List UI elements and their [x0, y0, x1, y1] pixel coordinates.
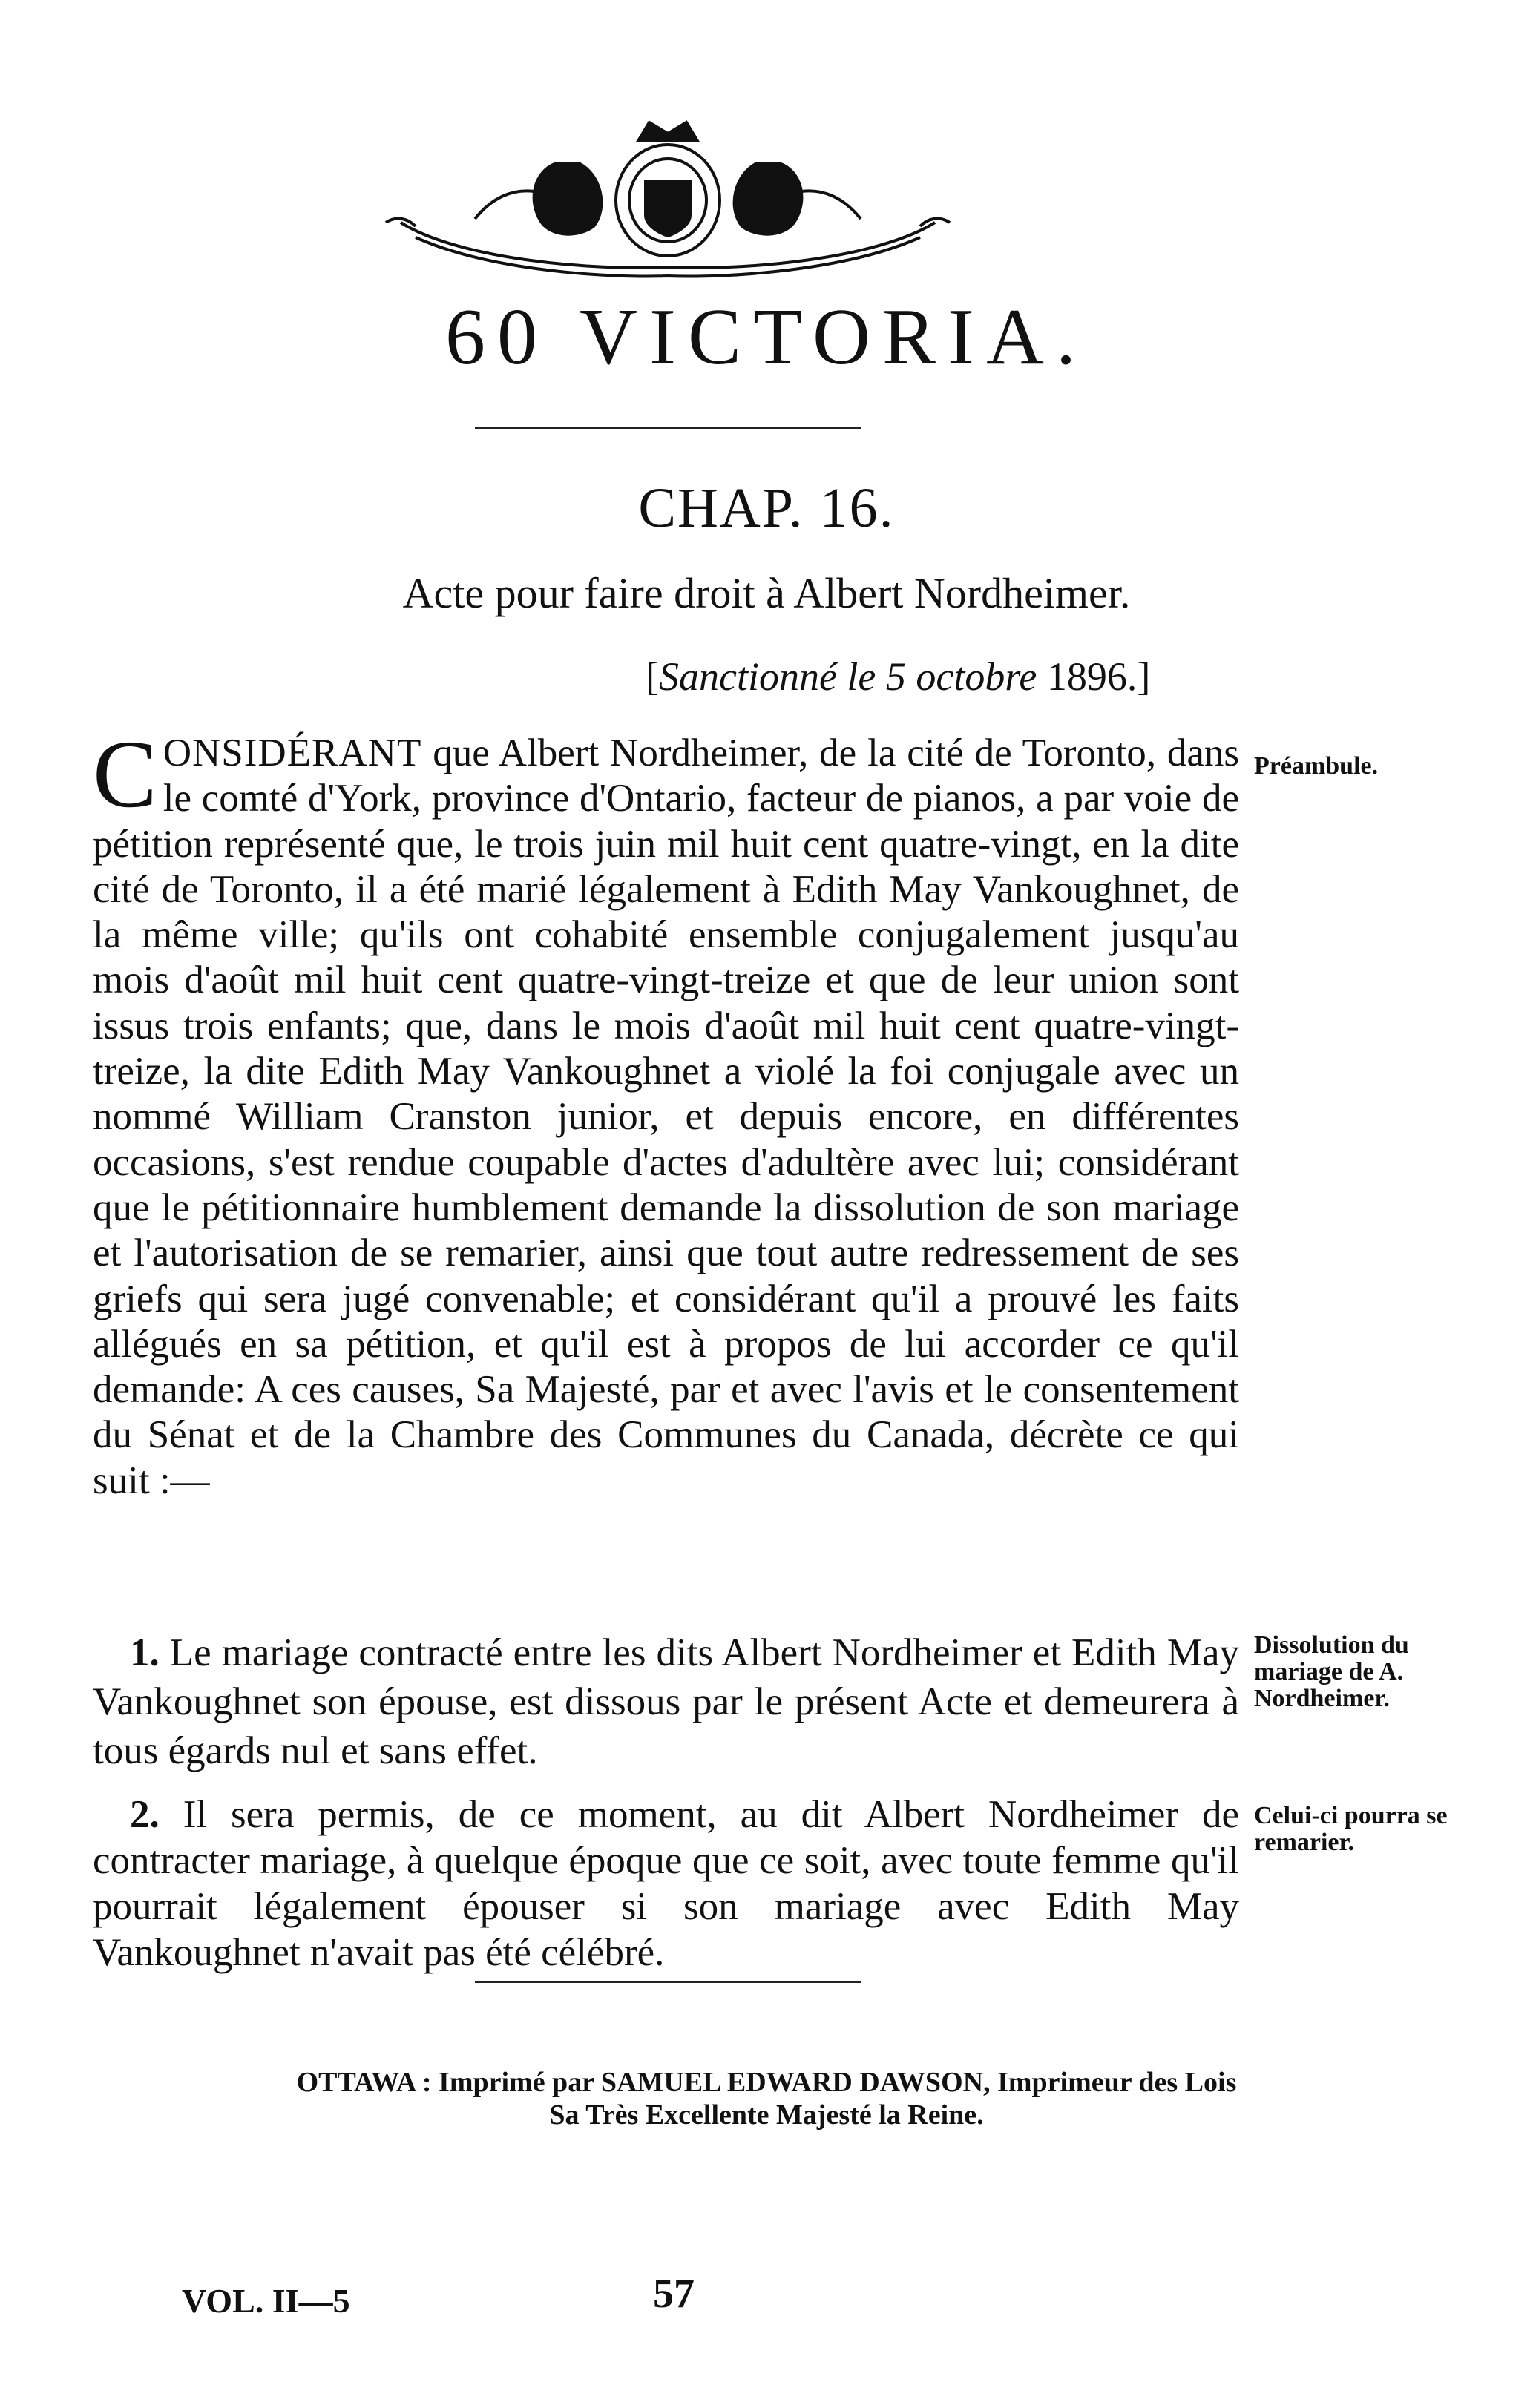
printer-imprint — [0, 2066, 1533, 2131]
section-1 — [93, 1628, 1239, 1775]
bottom-divider — [475, 1981, 861, 1983]
section-text: Le mariage contracté entre les dits Albert Nordheimer et Edith May Vankoughnet son épouse, est dissous par le présent Acte et demeurera à tous égards nul et sans effet. — [93, 1631, 1239, 1772]
royal-coat-of-arms-icon — [371, 111, 965, 282]
section-2 — [93, 1792, 1239, 1976]
marginal-note-section-2: Celui-ci pourra se remarier. — [1254, 1802, 1448, 1856]
marginal-note-section-1: Dissolution du mariage de A. Nordheimer. — [1254, 1631, 1409, 1712]
sanction-label: Sanctionné le 5 octobre — [658, 654, 1037, 699]
marginal-note-preamble: Préambule. — [1254, 752, 1379, 780]
section-number: 2. — [130, 1793, 160, 1836]
imprint-line-1: OTTAWA : Imprimé par SAMUEL EDWARD DAWSON, Imprimeur des Lois — [296, 2067, 1237, 2098]
drop-cap: C — [93, 721, 157, 828]
top-divider — [475, 427, 861, 429]
section-text: Il sera permis, de ce moment, au dit Albert Nordheimer de contracter mariage, à quelque époque que ce soit, avec toute femme qu'il pourrait légalement épouser si son mariage avec Edith May Vankoughnet n'avait pas été célébré. — [93, 1793, 1239, 1974]
preamble-lead-word: ONSIDÉRANT — [163, 731, 422, 774]
imprint-line-2: Sa Très Excellente Majesté la Reine. — [549, 2099, 984, 2131]
regnal-year-heading: 60 VICTORIA. — [444, 293, 1089, 381]
act-title: Acte pour faire droit à Albert Nordheimer. — [402, 569, 1131, 617]
page-number: 57 — [653, 2271, 695, 2317]
volume-signature: VOL. II—5 — [182, 2282, 350, 2320]
sanction-date: [Sanctionné le 5 octobre 1896.] — [646, 654, 1151, 699]
preamble-paragraph — [93, 721, 1239, 1504]
chapter-heading: CHAP. 16. — [638, 477, 895, 539]
section-number: 1. — [130, 1631, 160, 1674]
preamble-text: que Albert Nordheimer, de la cité de Toronto, dans le comté d'York, province d'Ontario, facteur de pianos, a par voie de pétition représenté que, le trois juin mil huit cent quatre-vingt, en la dite cité de Toronto, il a été marié légalement à Edith May Vankoughnet, de la même ville; qu'ils ont cohabité ensemble conjugalement jusqu'au mois d'août mil huit cent quatre-vingt-treize et que de leur union sont issus trois enfants; que, dans le mois d'août mil huit cent quatre-vingt-treize, la dite Edith May Vankoughnet a violé la foi conjugale avec un nommé William Cranston junior, et depuis encore, en différentes occasions, s'est rendue coupable d'actes d'adultère avec lui; considérant que le pétitionnaire humblement demande la dissolution de son mariage et l'autorisation de se remarier, ainsi que tout autre redressement de ses griefs qui sera jugé convenable; et considérant qu'il a prouvé les faits allégués en sa pétition, et qu'il est à propos de lui accorder ce qu'il demande: A ces causes, Sa Majesté, par et avec l'avis et le consentement du Sénat et de la Chambre des Communes du Canada, décrète ce qui suit :— — [93, 731, 1239, 1502]
sanction-year: 1896. — [1046, 654, 1138, 699]
